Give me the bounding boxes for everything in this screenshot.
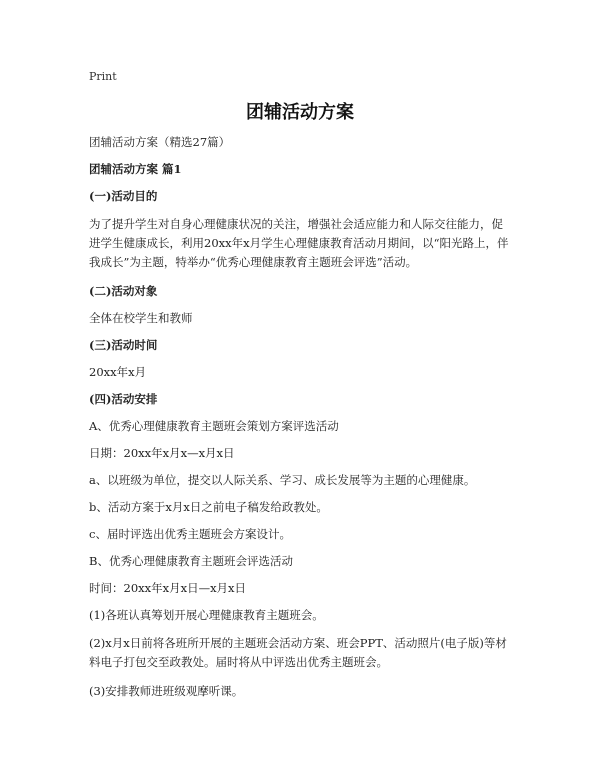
- item-b-title: B、优秀心理健康教育主题班会评选活动: [89, 554, 293, 568]
- item-a-point-3: c、届时评选出优秀主题班会方案设计。: [89, 527, 291, 541]
- item-b-point-2: (2)x月x日前将各班所开展的主题班会活动方案、班会PPT、活动照片(电子版)等材料电子打包交至政教处。届时将从中评选出优秀主题班会。: [89, 636, 507, 669]
- time-heading: (三)活动时间: [89, 338, 158, 352]
- schedule-heading: (四)活动安排: [89, 392, 158, 406]
- print-label: Print: [89, 70, 117, 83]
- time-text: 20xx年x月: [89, 365, 147, 379]
- item-a-title: A、优秀心理健康教育主题班会策划方案评选活动: [89, 419, 339, 433]
- purpose-text: 为了提升学生对自身心理健康状况的关注，增强社会适应能力和人际交往能力，促进学生健康成长，利用20xx年x月学生心理健康教育活动月期间，以“阳光路上，伴我成长”为主题，特举办“优秀心理健康教育主题班会评选”活动。: [89, 217, 509, 269]
- subtitle: 团辅活动方案（精选27篇）: [89, 135, 231, 149]
- item-a-date: 日期：20xx年x月x—x月x日: [89, 446, 235, 460]
- target-heading: (二)活动对象: [89, 284, 158, 298]
- item-a-point-1: a、以班级为单位，提交以人际关系、学习、成长发展等为主题的心理健康。: [89, 473, 476, 487]
- item-b-point-1: (1)各班认真筹划开展心理健康教育主题班会。: [89, 608, 324, 622]
- document-body: [89, 134, 514, 710]
- page-title: 团辅活动方案: [246, 102, 354, 123]
- item-b-time: 时间：20xx年x月x日—x月x日: [89, 581, 247, 595]
- section-title: 团辅活动方案 篇1: [89, 162, 182, 176]
- item-b-point-3: (3)安排教师进班级观摩听课。: [89, 684, 244, 698]
- item-a-point-2: b、活动方案于x月x日之前电子稿发给政教处。: [89, 500, 328, 514]
- target-text: 全体在校学生和教师: [89, 311, 193, 325]
- purpose-heading: (一)活动目的: [89, 189, 158, 203]
